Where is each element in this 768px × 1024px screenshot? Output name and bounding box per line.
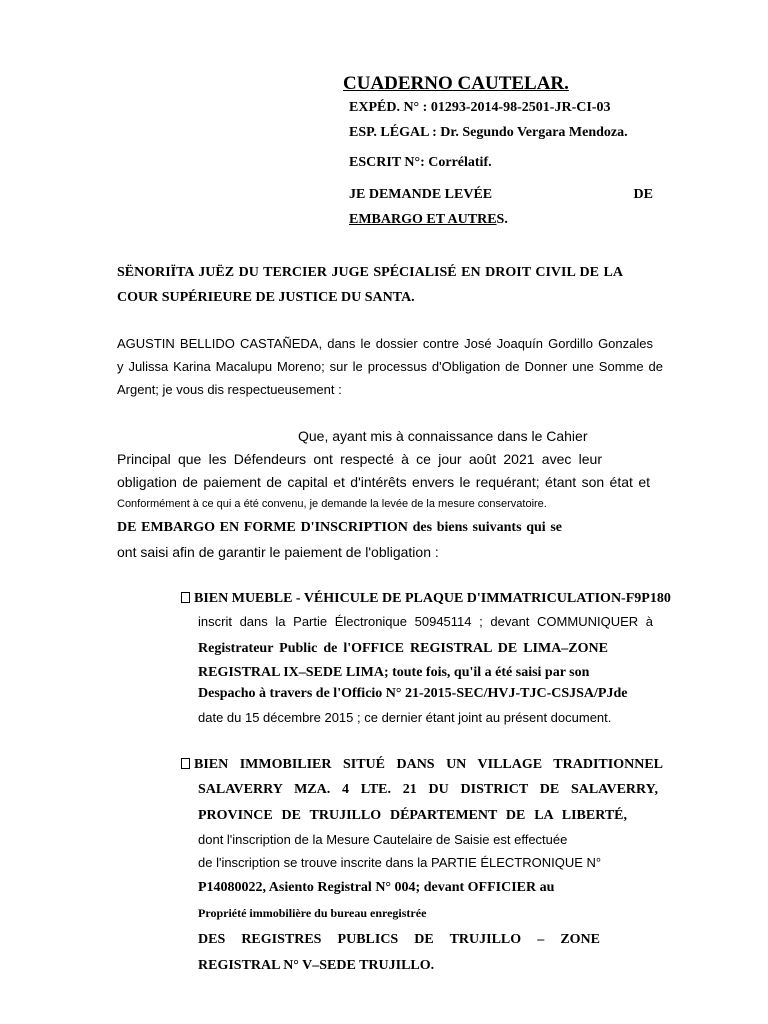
intro-line-1: AGUSTIN BELLIDO CASTAÑEDA, dans le dossier contre José Joaquín Gordillo Gonzales <box>117 336 653 351</box>
item-1-line-3: REGISTRAL IX–SEDE LIMA; toute fois, qu'il a été saisi par son <box>198 665 590 680</box>
item-1-line-1: inscrit dans la Partie Électronique 50945114 ; devant COMMUNIQUER à <box>198 614 653 629</box>
item-2-line-2: PROVINCE DE TRUJILLO DÉPARTEMENT DE LA LIBERTÉ, <box>198 808 627 823</box>
expedient-number: EXPÉD. N° : 01293-2014-98-2501-JR-CI-03 <box>349 100 611 115</box>
item-2-line-5: P14080022, Asiento Registral N° 004; devant OFFICIER au <box>198 880 555 895</box>
body-line-1: Que, ayant mis à connaissance dans le Cahier <box>298 428 588 444</box>
salutation-line-1: SËNORIÏTA JUËZ DU TERCIER JUGE SPÉCIALISÉ EN DROIT CIVIL DE LA <box>117 265 623 280</box>
body-line-5: DE EMBARGO EN FORME D'INSCRIPTION des biens suivants qui se <box>117 520 562 535</box>
demand-line-2-rest: S. <box>496 212 508 227</box>
body-line-2: Principal que les Défendeurs ont respecté à ce jour août 2021 avec leur <box>117 451 602 467</box>
item-1-line-4: Despacho à travers de l'Officio N° 21-2015-SEC/HVJ-TJC-CSJSA/PJde <box>198 686 628 701</box>
writ-number: ESCRIT N°: Corrélatif. <box>349 155 492 170</box>
demand-line-1-text: JE DEMANDE LEVÉE <box>349 187 493 202</box>
bullet-box-icon <box>181 592 190 603</box>
item-1-line-2: Registrateur Public de l'OFFICE REGISTRAL DE LIMA–ZONE <box>198 641 608 656</box>
bullet-box-icon <box>181 758 190 769</box>
item-2-line-3: dont l'inscription de la Mesure Cautelaire de Saisie est effectuée <box>198 832 568 847</box>
salutation-line-2: COUR SUPÉRIEURE DE JUSTICE DU SANTA. <box>117 290 415 305</box>
item-2-line-8: REGISTRAL N° V–SEDE TRUJILLO. <box>198 958 435 973</box>
demand-line-2 <box>349 212 508 228</box>
item-1-title-text: BIEN MUEBLE - VÉHICULE DE PLAQUE D'IMMATRICULATION-F9P180 <box>194 591 671 606</box>
item-1-title <box>181 591 671 607</box>
document-title: CUADERNO CAUTELAR. <box>343 73 569 94</box>
body-line-4: Conformément à ce qui a été convenu, je demande la levée de la mesure conservatoire. <box>117 498 547 510</box>
item-2-title <box>181 757 663 773</box>
item-2-title-text: BIEN IMMOBILIER SITUÉ DANS UN VILLAGE TRADITIONNEL <box>194 757 663 772</box>
item-2-line-4: de l'inscription se trouve inscrite dans la PARTIE ÉLECTRONIQUE N° <box>198 855 602 870</box>
item-2-line-1: SALAVERRY MZA. 4 LTE. 21 DU DISTRICT DE SALAVERRY, <box>198 782 658 797</box>
item-2-line-6: Propriété immobilière du bureau enregistrée <box>198 906 427 920</box>
body-line-6: ont saisi afin de garantir le paiement de l'obligation : <box>117 544 439 560</box>
item-1-line-5: date du 15 décembre 2015 ; ce dernier étant joint au présent document. <box>198 710 612 725</box>
body-line-3: obligation de paiement de capital et d'intérêts envers le requérant; étant son état et <box>117 474 650 490</box>
item-2-line-7: DES REGISTRES PUBLICS DE TRUJILLO – ZONE <box>198 932 600 947</box>
demand-line-1 <box>349 187 653 203</box>
demand-line-2-underlined: EMBARGO ET AUTRE <box>349 212 497 227</box>
intro-line-2: y Julissa Karina Macalupu Moreno; sur le processus d'Obligation de Donner une Somme de <box>117 359 663 374</box>
intro-line-3: Argent; je vous dis respectueusement : <box>117 382 342 397</box>
legal-specialist: ESP. LÉGAL : Dr. Segundo Vergara Mendoza. <box>349 125 628 140</box>
demand-line-1-end: DE <box>633 187 653 202</box>
